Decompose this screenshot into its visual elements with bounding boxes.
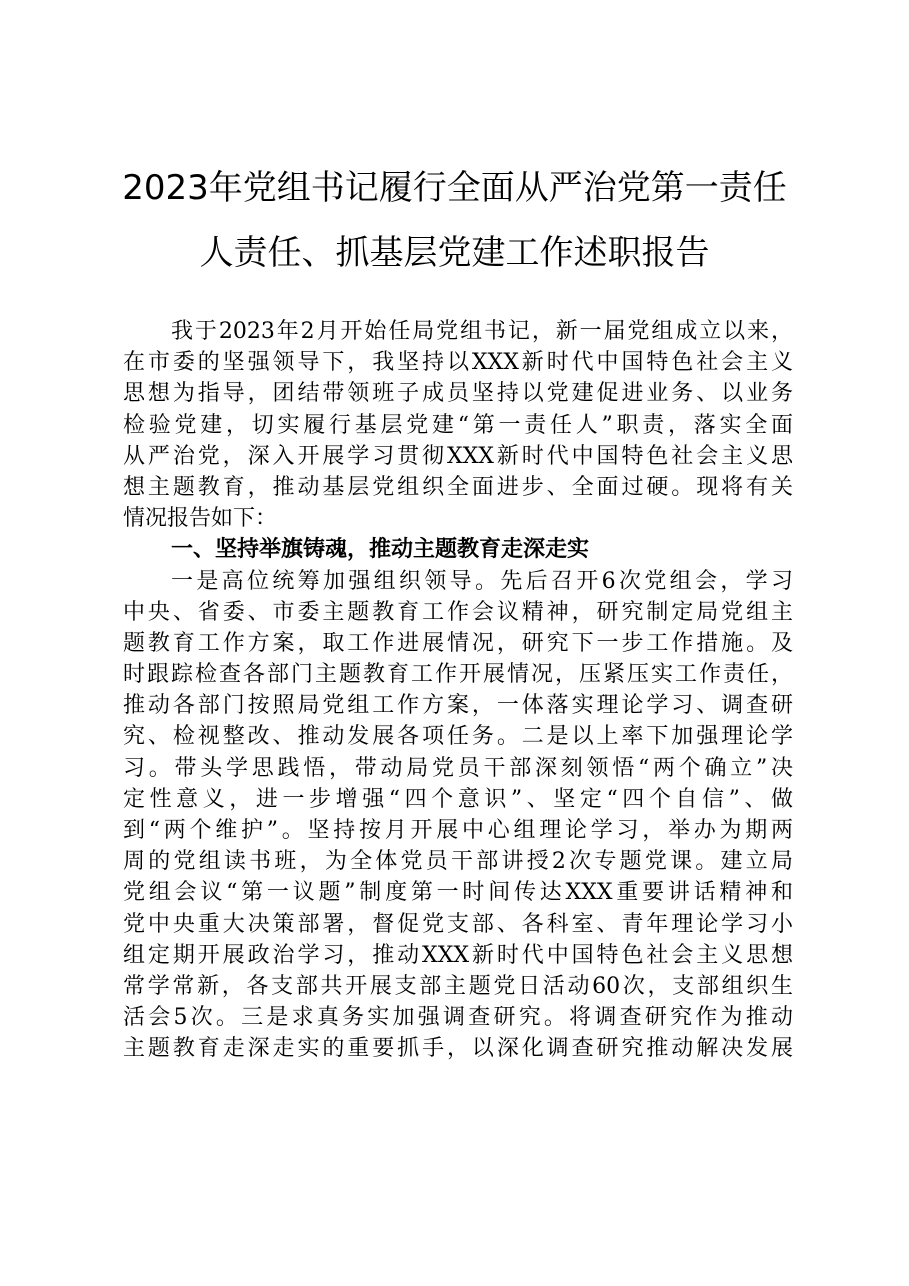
paragraph-line: 我于2023年2月开始任局党组书记，新一届党组成立以来， (171, 319, 793, 344)
paragraph-line: 时跟踪检查各部门主题教育工作开展情况，压紧压实工作责任， (123, 662, 793, 688)
paragraph-line: 思想为指导，团结带领班子成员坚持以党建促进业务、以业务 (123, 381, 793, 407)
paragraph-line: 想主题教育，推动基层党组织全面进步、全面过硬。现将有关 (123, 474, 793, 500)
document-title-line-2: 人责任、抓基层党建工作述职报告 (199, 233, 710, 273)
paragraph-line: 从严治党，深入开展学习贯彻XXX新时代中国特色社会主义思 (123, 443, 793, 469)
paragraph-line: 检验党建，切实履行基层党建“第一责任人”职责，落实全面 (123, 412, 793, 438)
paragraph-line: 题教育工作方案，取工作进展情况，研究下一步工作措施。及 (123, 630, 793, 656)
paragraph-line: 在市委的坚强领导下，我坚持以XXX新时代中国特色社会主义 (123, 350, 793, 376)
paragraph-line: 党中央重大决策部署，督促党支部、各科室、青年理论学习小 (123, 911, 793, 937)
paragraph-line: 习。带头学思践悟，带动局党员干部深刻领悟“两个确立”决 (123, 755, 793, 781)
paragraph-line: 中央、省委、市委主题教育工作会议精神，研究制定局党组主 (123, 599, 793, 625)
paragraph-line: 一是高位统筹加强组织领导。先后召开6次党组会，学习 (171, 568, 793, 594)
paragraph-line: 究、检视整改、推动发展各项任务。二是以上率下加强理论学 (123, 724, 793, 750)
paragraph-line: 党组会议“第一议题”制度第一时间传达XXX重要讲话精神和 (123, 880, 793, 906)
paragraph-line: 常学常新，各支部共开展支部主题党日活动60次，支部组织生 (123, 973, 793, 999)
paragraph-line: 推动各部门按照局党组工作方案，一体落实理论学习、调查研 (123, 693, 793, 719)
paragraph-line: 情况报告如下： (123, 506, 278, 532)
section-heading: 一、坚持举旗铸魂，推动主题教育走深走实 (171, 537, 590, 563)
paragraph-line: 组定期开展政治学习，推动XXX新时代中国特色社会主义思想 (123, 942, 793, 968)
paragraph-line: 定性意义，进一步增强“四个意识”、坚定“四个自信”、做 (123, 786, 793, 812)
paragraph-line: 主题教育走深走实的重要抓手，以深化调查研究推动解决发展 (123, 1036, 793, 1062)
paragraph-line: 活会5次。三是求真务实加强调查研究。将调查研究作为推动 (123, 1005, 793, 1031)
document-body (123, 316, 793, 1065)
paragraph-line: 周的党组读书班，为全体党员干部讲授2次专题党课。建立局 (123, 849, 793, 875)
document-title-line-1: 2023年党组书记履行全面从严治党第一责任 (122, 168, 787, 208)
paragraph-line: 到“两个维护”。坚持按月开展中心组理论学习，举办为期两 (123, 818, 793, 843)
